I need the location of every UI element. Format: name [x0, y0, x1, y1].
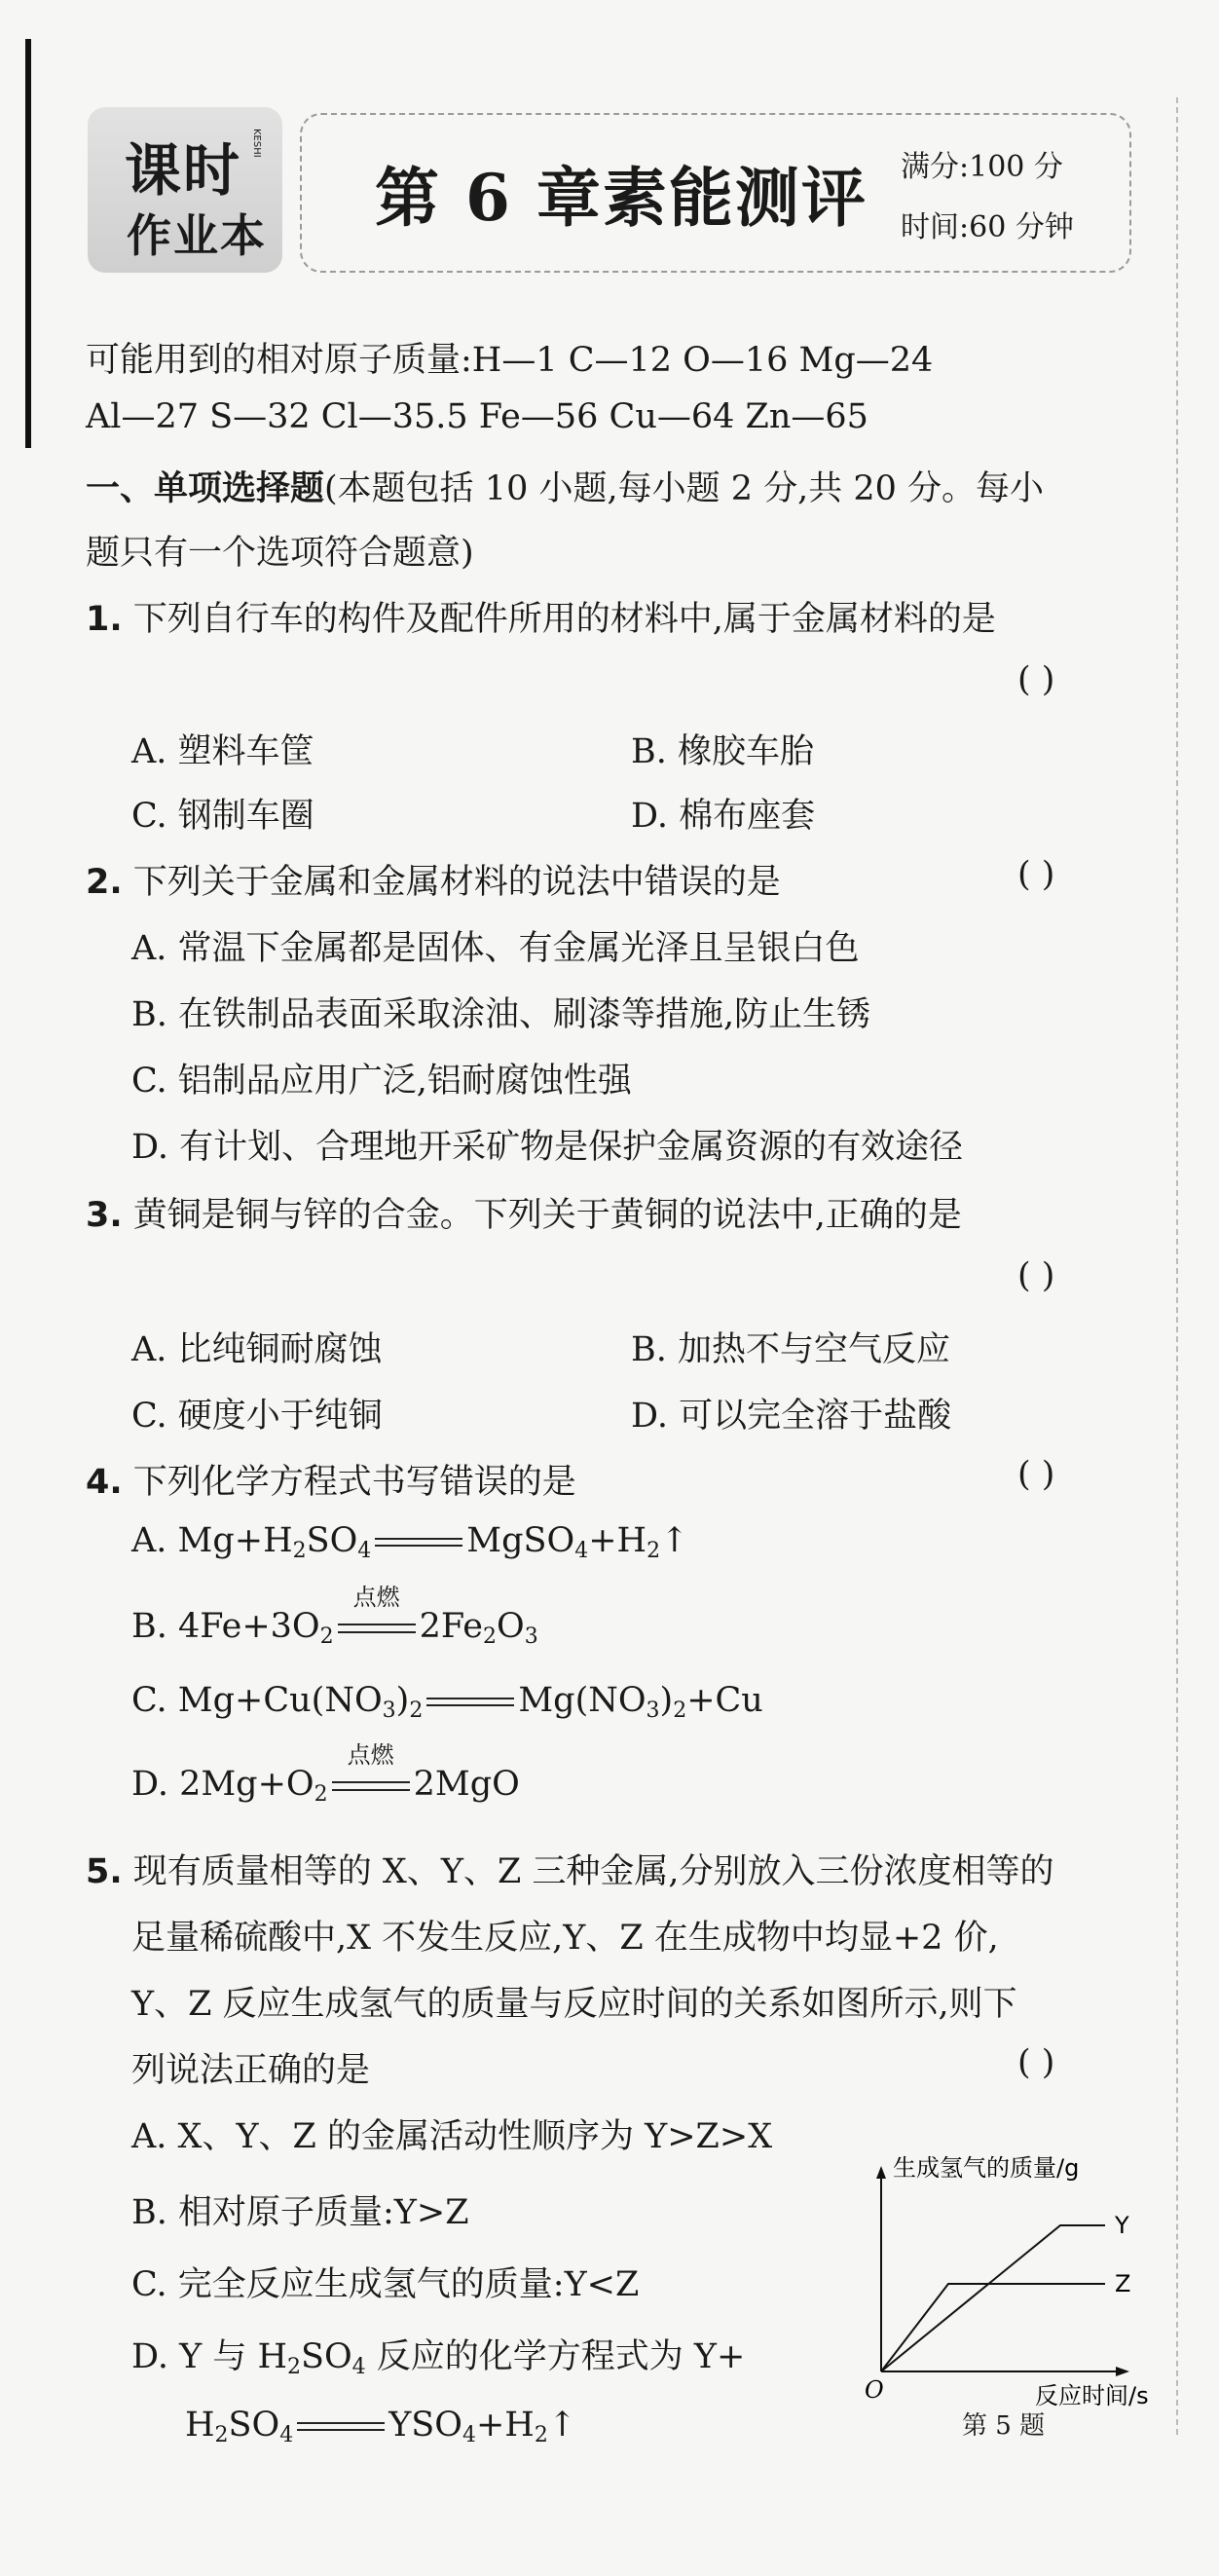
logo-line1: 课时 [125, 137, 242, 204]
q5-option-a[interactable]: A. X、Y、Z 的金属活动性顺序为 Y>Z>X [131, 2117, 773, 2156]
q5-stem-1 [86, 1845, 1054, 1893]
condition-label: 点燃 [352, 1584, 400, 1611]
q5-number: 5. [86, 1852, 123, 1891]
q4-text: 下列化学方程式书写错误的是 [132, 1463, 576, 1502]
q4-answer-paren[interactable]: ( ) [1017, 1455, 1055, 1494]
condition-label: 点燃 [347, 1741, 394, 1769]
section-desc2: 题只有一个选项符合题意) [86, 534, 474, 573]
q2-option-b[interactable]: B. 在铁制品表面采取涂油、刷漆等措施,防止生锈 [131, 995, 871, 1034]
logo-small: KESHI [251, 129, 262, 158]
q5-option-c[interactable]: C. 完全反应生成氢气的质量:Y<Z [131, 2265, 640, 2304]
q4-b-label: B. [131, 1607, 167, 1646]
atomic-masses-2: Al—27 S—32 Cl—35.5 Fe—56 Cu—64 Zn—65 [86, 397, 868, 436]
q1-answer-paren[interactable]: ( ) [1017, 660, 1055, 699]
q5-option-d-cont: $H_2SO_4$ $YSO_4+H_2↑$ [185, 2406, 577, 2447]
x-axis-arrow [1116, 2367, 1129, 2376]
q3-option-c[interactable]: C. 硬度小于纯铜 [131, 1397, 383, 1436]
q3-option-a[interactable]: A. 比纯铜耐腐蚀 [131, 1330, 383, 1369]
q2-stem [86, 855, 781, 904]
margin-bar [25, 39, 31, 448]
q3-option-d[interactable]: D. 可以完全溶于盐酸 [631, 1397, 952, 1436]
q1-option-a[interactable]: A. 塑料车筐 [131, 732, 314, 771]
q4-c-label: C. [131, 1681, 167, 1720]
q1-text: 下列自行车的构件及配件所用的材料中,属于金属材料的是 [132, 600, 996, 639]
q3-option-b[interactable]: B. 加热不与空气反应 [631, 1330, 950, 1369]
q3-text: 黄铜是铜与锌的合金。下列关于黄铜的说法中,正确的是 [132, 1196, 962, 1235]
q4-stem [86, 1455, 576, 1504]
q2-text: 下列关于金属和金属材料的说法中错误的是 [132, 863, 781, 902]
q5-option-b[interactable]: B. 相对原子质量:Y>Z [131, 2193, 469, 2232]
q4-number: 4. [86, 1463, 123, 1502]
q1-option-d[interactable]: D. 棉布座套 [631, 797, 816, 836]
q1-option-c[interactable]: C. 钢制车圈 [131, 797, 314, 836]
q3-number: 3. [86, 1196, 123, 1235]
q2-answer-paren[interactable]: ( ) [1017, 855, 1055, 894]
y-axis-label: 生成氢气的质量/g [893, 2154, 1080, 2182]
full-marks: 满分:100 分 [901, 150, 1063, 184]
q5-d-text: Y 与 H [179, 2337, 287, 2376]
condition-equals [338, 1584, 416, 1646]
equals-sign [297, 2422, 385, 2431]
q5-stem-4: 列说法正确的是 [131, 2051, 371, 2090]
q3-stem [86, 1188, 962, 1237]
series-label-z: Z [1115, 2270, 1131, 2297]
equals-sign [426, 1698, 514, 1706]
q5-d-label: D. [131, 2337, 168, 2376]
equals-sign [375, 1538, 462, 1547]
x-axis-label: 反应时间/s [1035, 2382, 1149, 2409]
origin-label: O [865, 2376, 884, 2404]
series-line-y [881, 2225, 1105, 2371]
hydrogen-mass-chart [857, 2152, 1178, 2445]
cut-line [1176, 97, 1178, 2435]
q4-option-a[interactable]: A. $Mg+H_2SO_4$ $MgSO_4+H_2↑$ [131, 1521, 689, 1563]
q1-number: 1. [86, 600, 123, 639]
section-title: 一、单项选择题 [86, 468, 325, 508]
y-axis-arrow [876, 2166, 886, 2179]
q3-answer-paren[interactable]: ( ) [1017, 1256, 1055, 1295]
q1-option-b[interactable]: B. 橡胶车胎 [631, 732, 814, 771]
page-title: 第 6 章素能测评 [375, 160, 868, 236]
q4-d-label: D. [131, 1765, 168, 1804]
q2-option-c[interactable]: C. 铝制品应用广泛,铝耐腐蚀性强 [131, 1062, 632, 1101]
series-line-z [881, 2284, 1105, 2371]
q2-option-d[interactable]: D. 有计划、合理地开采矿物是保护金属资源的有效途径 [131, 1128, 964, 1167]
q4-option-d[interactable]: D. $2Mg+O_2$ 点燃 2MgO [131, 1765, 520, 1807]
series-label-y: Y [1115, 2212, 1129, 2239]
q2-option-a[interactable]: A. 常温下金属都是固体、有金属光泽且呈银白色 [131, 929, 860, 968]
q5-stem-3: Y、Z 反应生成氢气的质量与反应时间的关系如图所示,则下 [131, 1985, 1017, 2024]
section-desc1: (本题包括 10 小题,每小题 2 分,共 20 分。每小 [324, 469, 1045, 508]
figure-caption: 第 5 题 [962, 2411, 1046, 2441]
logo-line2: 作业本 [127, 209, 267, 262]
q5-stem-2: 足量稀硫酸中,X 不发生反应,Y、Z 在生成物中均显+2 价, [131, 1919, 999, 1958]
time-limit: 时间:60 分钟 [901, 210, 1074, 244]
q1-stem [86, 592, 996, 641]
q5-option-d[interactable]: D. Y 与 $H_2SO_4$ 反应的化学方程式为 Y+ [131, 2337, 746, 2379]
atomic-masses-1: 可能用到的相对原子质量:H—1 C—12 O—16 Mg—24 [86, 341, 934, 380]
q5-text1: 现有质量相等的 X、Y、Z 三种金属,分别放入三份浓度相等的 [132, 1852, 1054, 1891]
logo [88, 107, 282, 273]
q4-option-b[interactable]: B. $4Fe+3O_2$ 点燃 $2Fe_2O_3$ [131, 1607, 538, 1649]
condition-equals [332, 1741, 410, 1804]
q2-number: 2. [86, 863, 123, 902]
q5-d-text2: 反应的化学方程式为 Y+ [365, 2337, 746, 2376]
section-heading [86, 462, 1044, 510]
q4-a-label: A. [131, 1521, 167, 1560]
q5-answer-paren[interactable]: ( ) [1017, 2043, 1055, 2082]
q4-option-c[interactable]: C. $Mg+Cu(NO_3)_2$ $Mg(NO_3)_2+Cu$ [131, 1681, 763, 1723]
